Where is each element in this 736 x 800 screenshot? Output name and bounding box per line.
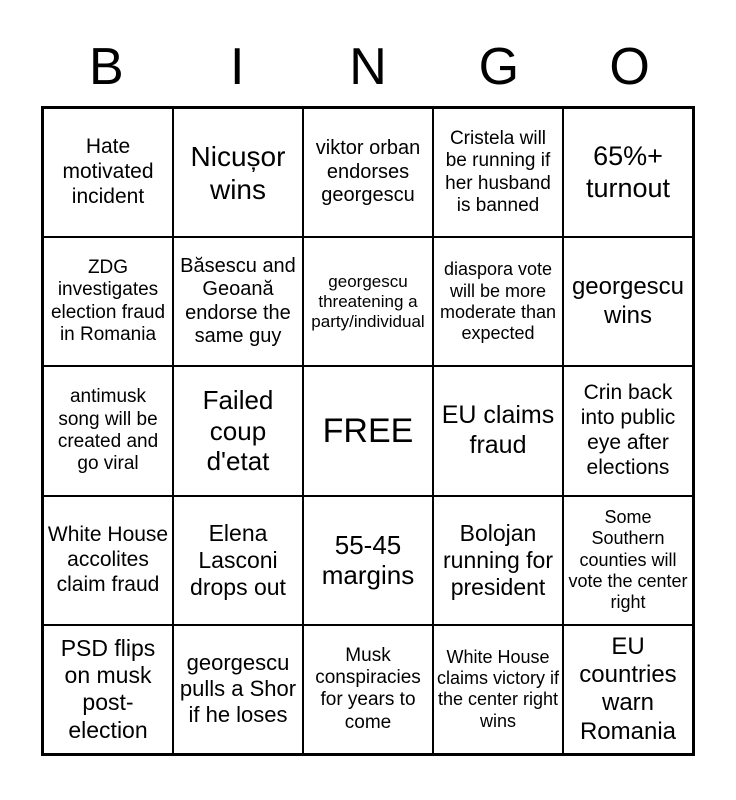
bingo-cell[interactable]: georgescu wins [563, 237, 693, 366]
bingo-cell[interactable]: Hate motivated incident [43, 108, 173, 237]
bingo-title-letter-i: I [229, 38, 245, 96]
bingo-cell-free[interactable]: FREE [303, 366, 433, 495]
bingo-cell[interactable]: EU claims fraud [433, 366, 563, 495]
bingo-cell[interactable]: Cristela will be running if her husband is banned [433, 108, 563, 237]
bingo-cell[interactable]: Musk conspiracies for years to come [303, 625, 433, 754]
bingo-cell[interactable]: georgescu threatening a party/individual [303, 237, 433, 366]
bingo-cell[interactable]: Some Southern counties will vote the center right [563, 496, 693, 625]
bingo-title [41, 36, 695, 98]
bingo-cell[interactable]: Nicușor wins [173, 108, 303, 237]
bingo-cell[interactable]: White House accolites claim fraud [43, 496, 173, 625]
bingo-cell[interactable]: Elena Lasconi drops out [173, 496, 303, 625]
bingo-board [41, 106, 695, 756]
bingo-cell[interactable]: EU countries warn Romania [563, 625, 693, 754]
bingo-cell[interactable]: Crin back into public eye after elections [563, 366, 693, 495]
bingo-cell[interactable]: antimusk song will be created and go viral [43, 366, 173, 495]
bingo-cell[interactable]: White House claims victory if the center right wins [433, 625, 563, 754]
bingo-cell[interactable]: diaspora vote will be more moderate than expected [433, 237, 563, 366]
bingo-cell[interactable]: ZDG investigates election fraud in Romania [43, 237, 173, 366]
bingo-cell[interactable]: viktor orban endorses georgescu [303, 108, 433, 237]
bingo-cell[interactable]: 55-45 margins [303, 496, 433, 625]
bingo-cell[interactable]: 65%+ turnout [563, 108, 693, 237]
bingo-cell[interactable]: georgescu pulls a Shor if he loses [173, 625, 303, 754]
bingo-cell[interactable]: Failed coup d'etat [173, 366, 303, 495]
bingo-title-letter-b: B [89, 38, 124, 96]
bingo-cell[interactable]: Băsescu and Geoană endorse the same guy [173, 237, 303, 366]
bingo-cell[interactable]: Bolojan running for president [433, 496, 563, 625]
bingo-title-letter-g: G [478, 38, 520, 96]
bingo-title-letter-n: N [349, 38, 387, 96]
bingo-cell[interactable]: PSD flips on musk post-election [43, 625, 173, 754]
bingo-title-letter-o: O [609, 38, 650, 96]
